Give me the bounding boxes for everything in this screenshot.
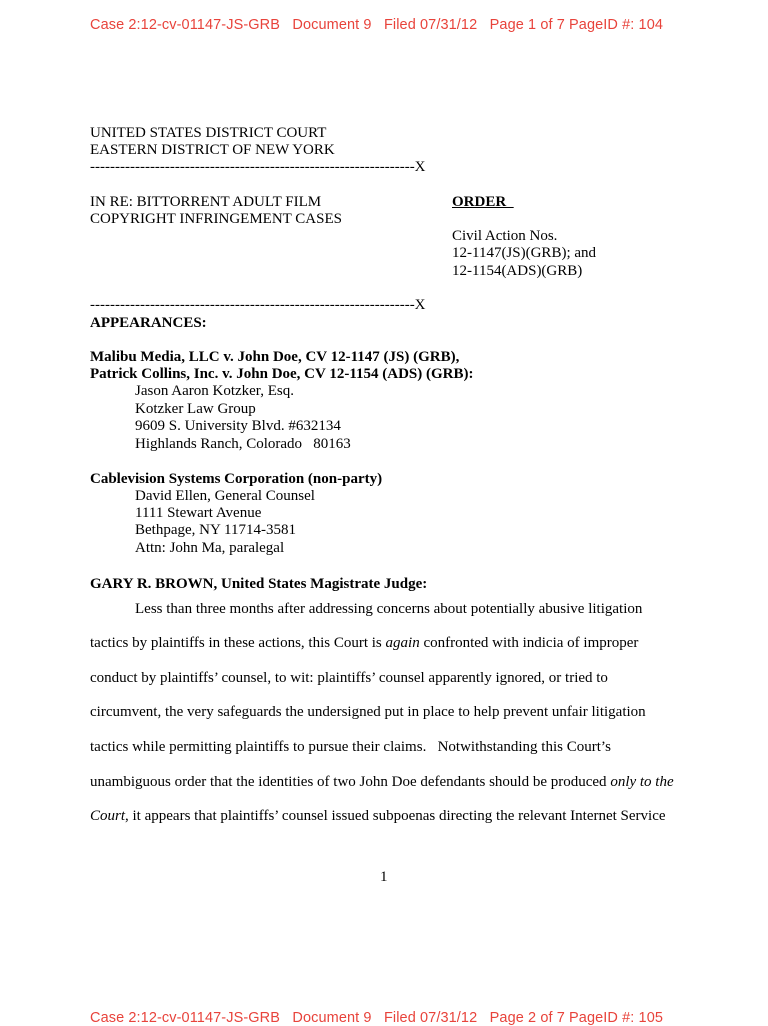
party-line-2: Patrick Collins, Inc. v. John Doe, CV 12-1154 (ADS) (GRB): (90, 366, 474, 382)
body-text: confronted with indicia of improper (419, 635, 639, 651)
emphasis-text: again (385, 635, 420, 651)
party-line-1: Malibu Media, LLC v. John Doe, CV 12-1147 (JS) (GRB), (90, 349, 460, 365)
caption-separator-bottom: -----------------------------------------------------------------X (90, 297, 426, 313)
counsel-line: Jason Aaron Kotzker, Esq. (135, 383, 294, 399)
body-text: tactics while permitting plaintiffs to pursue their claims. Notwithstanding this Court’s (90, 739, 611, 755)
body-text: conduct by plaintiffs’ counsel, to wit: plaintiffs’ counsel apparently ignored, or tried to (90, 670, 608, 686)
court-name: UNITED STATES DISTRICT COURT (90, 125, 327, 141)
counsel-line: Kotzker Law Group (135, 401, 256, 417)
body-text: tactics by plaintiffs in these actions, this Court is (90, 635, 386, 651)
judge-heading: GARY R. BROWN, United States Magistrate Judge: (90, 576, 428, 592)
appearances-heading: APPEARANCES: (90, 315, 207, 331)
counsel-line: Highlands Ranch, Colorado 80163 (135, 436, 351, 452)
emphasis-text: only to the (610, 774, 674, 790)
order-title: ORDER (452, 194, 514, 210)
nonparty-line: Attn: John Ma, paralegal (135, 540, 285, 556)
counsel-line: 9609 S. University Blvd. #632134 (135, 418, 341, 434)
body-line-4 (90, 704, 646, 721)
nonparty-line: 1111 Stewart Avenue (135, 505, 262, 521)
body-line-6 (90, 774, 674, 791)
body-text: Less than three months after addressing concerns about potentially abusive litigation (135, 601, 643, 617)
body-line-1 (135, 601, 642, 618)
body-text: , it appears that plaintiffs’ counsel issued subpoenas directing the relevant Internet Service (125, 808, 666, 824)
page2-header: Case 2:12-cv-01147-JS-GRB Document 9 Filed 07/31/12 Page 2 of 7 PageID #: 105 (90, 1010, 664, 1026)
body-text: unambiguous order that the identities of two John Doe defendants should be produced (90, 774, 611, 790)
body-line-2 (90, 635, 638, 652)
case-number-2: 12-1154(ADS)(GRB) (452, 263, 583, 279)
nonparty-heading: Cablevision Systems Corporation (non-party) (90, 471, 383, 487)
body-text: circumvent, the very safeguards the undersigned put in place to help prevent unfair litigation (90, 704, 646, 720)
body-line-7 (90, 808, 666, 825)
body-line-3 (90, 670, 608, 687)
court-district: EASTERN DISTRICT OF NEW YORK (90, 142, 335, 158)
page1-header: Case 2:12-cv-01147-JS-GRB Document 9 Filed 07/31/12 Page 1 of 7 PageID #: 104 (90, 17, 664, 33)
nonparty-line: Bethpage, NY 11714-3581 (135, 522, 296, 538)
caption-title-line2: COPYRIGHT INFRINGEMENT CASES (90, 211, 342, 227)
civil-action-label: Civil Action Nos. (452, 228, 558, 244)
page-number: 1 (380, 869, 388, 885)
body-line-5 (90, 739, 611, 756)
caption-separator-top: -----------------------------------------------------------------X (90, 159, 426, 175)
nonparty-line: David Ellen, General Counsel (135, 488, 315, 504)
case-number-1: 12-1147(JS)(GRB); and (452, 245, 597, 261)
emphasis-text: Court (90, 808, 126, 824)
caption-title-line1: IN RE: BITTORRENT ADULT FILM (90, 194, 322, 210)
